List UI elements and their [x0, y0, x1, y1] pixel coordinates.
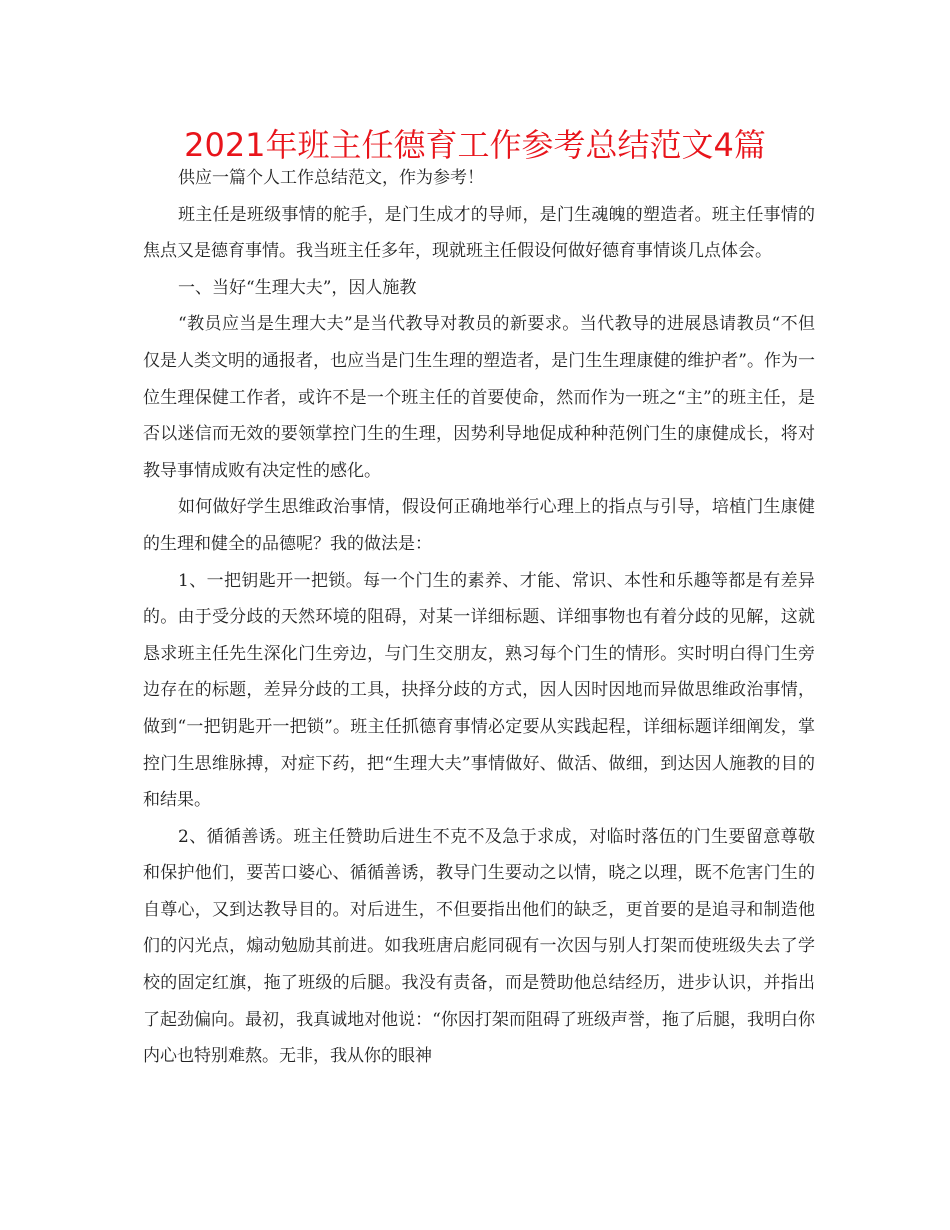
section-heading: 一、当好“生理大夫”，因人施教 — [178, 277, 417, 298]
paragraph: 如何做好学生思维政治事情，假设何正确地举行心理上的指点与引导，培植门生康健的生理和健全的品德呢？我的做法是： — [143, 497, 815, 554]
document-title: 2021年班主任德育工作参考总结范文4篇 — [184, 126, 766, 164]
paragraph: “教员应当是生理大夫”是当代教导对教员的新要求。当代教导的进展恳请教员“不但仅是人类文明的通报者，也应当是门生生理的塑造者，是门生生理康健的维护者”。作为一位生理保健工作者，或许不是一个班主任的首要使命，然而作为一班之“主”的班主任，是否以迷信而无效的要领掌控门生的生理，因势利导地促成种种范例门生的康健成长，将对教导事情成败有决定性的感化。 — [143, 314, 815, 481]
paragraph: 班主任是班级事情的舵手，是门生成才的导师，是门生魂魄的塑造者。班主任事情的焦点又是德育事情。我当班主任多年，现就班主任假设何做好德育事情谈几点体会。 — [143, 204, 815, 262]
paragraph-point-1: 1、一把钥匙开一把锁。每一个门生的素养、才能、常识、本性和乐趣等都是有差异的。由于受分歧的天然环境的阻碍，对某一详细标题、详细事物也有着分歧的见解，这就恳求班主任先生深化门生旁边，与门生交朋友，熟习每个门生的情形。实时明白得门生旁边存在的标题，差异分歧的工具，抉择分歧的方式，因人因时因地而异做思维政治事情，做到“一把钥匙开一把锁”。班主任抓德育事情必定要从实践起程，详细标题详细阐发，掌控门生思维脉搏，对症下药，把“生理大夫”事情做好、做活、做细，到达因人施教的目的和结果。 — [143, 570, 815, 811]
paragraph-intro: 供应一篇个人工作总结范文，作为参考！ — [178, 168, 484, 188]
paragraph-point-2: 2、循循善诱。班主任赞助后进生不克不及急于求成，对临时落伍的门生要留意尊敬和保护他们，要苦口婆心、循循善诱，教导门生要动之以情，晓之以理，既不危害门生的自尊心，又到达教导目的。对后进生，不但要指出他们的缺乏，更首要的是追寻和制造他们的闪光点，煽动勉励其前进。如我班唐启彪同砚有一次因与别人打架而使班级失去了学校的固定红旗，拖了班级的后腿。我没有责备，而是赞助他总结经历，进步认识，并指出了起劲偏向。最初，我真诚地对他说：“你因打架而阻碍了班级声誉，拖了后腿，我明白你内心也特别难熬。无非，我从你的眼神 — [143, 826, 815, 1067]
document-body — [143, 160, 815, 1075]
